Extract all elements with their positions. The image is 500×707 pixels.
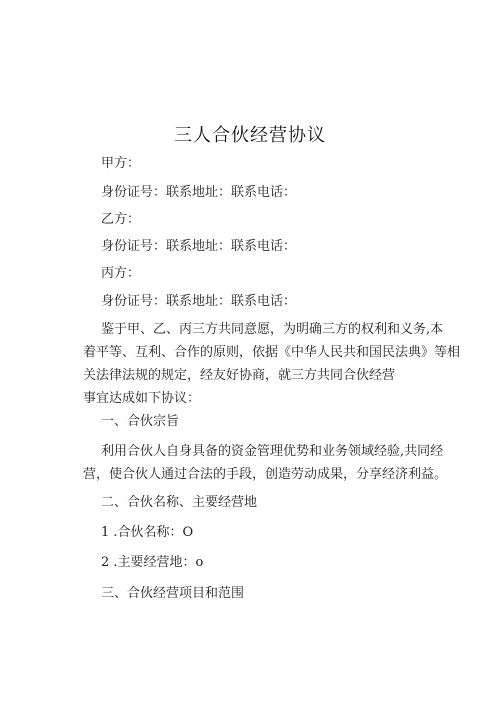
section-1-line: 利用合伙人自身具备的资金管理优势和业务领域经验,共同经	[101, 444, 444, 459]
preamble-line: 事宜达成如下协议：	[83, 391, 201, 406]
section-2-item-1: 1 .合伙名称：O	[101, 525, 194, 540]
party-c-label: 丙方：	[101, 266, 141, 281]
preamble-line: 着平等、互利、合作的原则，依据《中华人民共和国民法典》等相	[83, 345, 461, 360]
section-3-heading: 三、合伙经营项目和范围	[101, 586, 245, 601]
section-1-heading: 一、合伙宗旨	[101, 414, 180, 429]
document-title: 三人合伙经营协议	[174, 125, 326, 146]
section-2-item-2: 2 .主要经营地：o	[101, 555, 204, 570]
party-b-info: 身份证号：联系地址：联系电话：	[101, 239, 297, 254]
section-1-paragraph	[83, 440, 468, 486]
party-a-label: 甲方：	[101, 156, 141, 171]
preamble-paragraph	[83, 318, 468, 410]
party-b-label: 乙方：	[101, 212, 141, 227]
section-2-heading: 二、合伙名称、主要经营地	[101, 495, 258, 510]
section-1-line: 营，使合伙人通过合法的手段，创造劳动成果，分享经济利益。	[83, 467, 448, 482]
preamble-line: 关法律法规的规定，经友好协商，就三方共同合伙经营	[83, 368, 396, 383]
party-c-info: 身份证号：联系地址：联系电话：	[101, 294, 297, 309]
party-a-info: 身份证号：联系地址：联系电话：	[101, 185, 297, 200]
preamble-line: 鉴于甲、乙、丙三方共同意愿，为明确三方的权利和义务,本	[101, 322, 444, 337]
